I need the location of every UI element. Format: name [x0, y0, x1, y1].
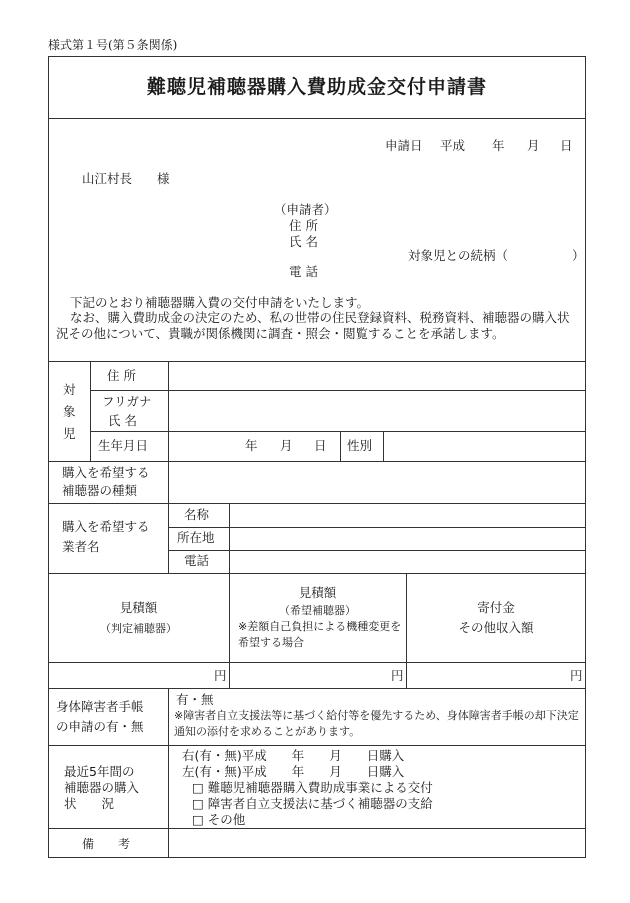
application-date-day: 日: [560, 138, 573, 153]
divider: [340, 431, 341, 461]
history-option-subsidy[interactable]: □ 難聴児補聴器購入費助成事業による交付: [192, 780, 433, 795]
history-line1: 最近5年間の: [64, 764, 135, 779]
divider: [48, 461, 586, 462]
estimate-desired-title: 見積額: [298, 585, 337, 600]
vendor-name-label: 名称: [184, 507, 210, 522]
donation-sub: その他収入額: [458, 620, 534, 635]
divider: [229, 503, 230, 573]
divider: [168, 503, 169, 573]
divider: [168, 688, 169, 745]
history-line3: 状 況: [64, 796, 115, 811]
divider: [48, 688, 586, 689]
application-date-label: 申請日: [385, 138, 423, 153]
form-number: 様式第１号(第５条関係): [48, 38, 178, 52]
donation-title: 寄付金: [477, 600, 515, 615]
child-label-2: 象: [63, 404, 76, 419]
child-label-1: 対: [63, 382, 76, 397]
divider: [48, 745, 586, 746]
request-line-1: 下記のとおり補聴器購入費の交付申請をいたします。: [70, 295, 370, 310]
disability-line1: 身体障害者手帳: [56, 699, 144, 714]
divider: [90, 390, 586, 391]
application-date-year: 年: [492, 138, 505, 153]
divider: [168, 550, 586, 551]
birth-day: 日: [314, 438, 327, 453]
history-option-other[interactable]: □ その他: [192, 812, 246, 827]
child-furigana-label: フリガナ: [102, 394, 152, 409]
remarks-label: 備 考: [82, 837, 131, 851]
child-address-label: 住 所: [107, 368, 136, 383]
estimate-desired-sub: （希望補聴器）: [279, 604, 356, 617]
divider: [48, 118, 586, 119]
applicant-address-label: 住 所: [289, 218, 318, 233]
divider: [168, 461, 169, 503]
divider: [383, 431, 384, 461]
divider: [48, 828, 586, 829]
addressee-honorific: 様: [157, 171, 170, 186]
estimate-judged-title: 見積額: [119, 600, 158, 615]
history-left: 左(有・無)平成 年 月 日購入: [182, 764, 405, 779]
vendor-phone-label: 電話: [184, 553, 210, 568]
history-line2: 補聴器の購入: [64, 780, 140, 795]
divider: [168, 745, 169, 858]
divider: [168, 361, 169, 461]
vendor-line1: 購入を希望する: [62, 519, 150, 534]
applicant-heading: （申請者）: [274, 202, 337, 217]
history-option-support-act[interactable]: □ 障害者自立支援法に基づく補聴器の支給: [192, 796, 433, 811]
form-title: 難聴児補聴器購入費助成金交付申請書: [146, 76, 487, 98]
application-date-era: 平成: [440, 138, 466, 153]
divider: [48, 361, 586, 362]
child-name-label: 氏 名: [108, 413, 137, 428]
applicant-phone-label: 電 話: [289, 264, 318, 279]
disability-line2: の申請の有・無: [56, 719, 144, 734]
hearing-aid-type-line2: 補聴器の種類: [62, 483, 138, 498]
yen-donation: 円: [570, 668, 583, 683]
disability-choice: 有・無: [176, 692, 214, 707]
child-label-3: 児: [63, 426, 76, 441]
divider: [168, 527, 586, 528]
vendor-address-label: 所在地: [177, 530, 215, 545]
child-sex-label: 性別: [347, 438, 373, 453]
disability-note: ※障害者自立支援法等に基づく給付等を優先するため、身体障害者手帳の却下決定通知の添付を求めることがあります。: [174, 709, 579, 738]
addressee-name: 山江村長: [82, 171, 133, 186]
applicant-name-label: 氏 名: [289, 234, 318, 249]
yen-judged: 円: [214, 668, 227, 683]
divider: [48, 662, 586, 663]
divider: [48, 573, 586, 574]
application-date-month: 月: [527, 138, 540, 153]
estimate-judged-sub: （判定補聴器）: [100, 622, 177, 635]
request-line-2: なお、購入費助成金の決定のため、私の世帯の住民登録資料、税務資料、補聴器の購入状況その他について、貴職が関係機関に調査・照会・閲覧することを承諾します。: [56, 310, 570, 341]
child-birthdate-label: 生年月日: [98, 438, 149, 453]
birth-year: 年: [245, 438, 258, 453]
divider: [90, 431, 586, 432]
vendor-line2: 業者名: [62, 539, 100, 554]
divider: [48, 503, 586, 504]
divider: [90, 361, 91, 461]
estimate-desired-note: ※差額自己負担による機種変更を希望する場合: [238, 620, 402, 649]
history-right: 右(有・無)平成 年 月 日購入: [182, 748, 405, 763]
yen-desired: 円: [391, 668, 404, 683]
relation-label: 対象児との続柄（: [408, 248, 509, 263]
birth-month: 月: [280, 438, 293, 453]
relation-close: ）: [572, 248, 585, 263]
hearing-aid-type-line1: 購入を希望する: [62, 465, 150, 480]
